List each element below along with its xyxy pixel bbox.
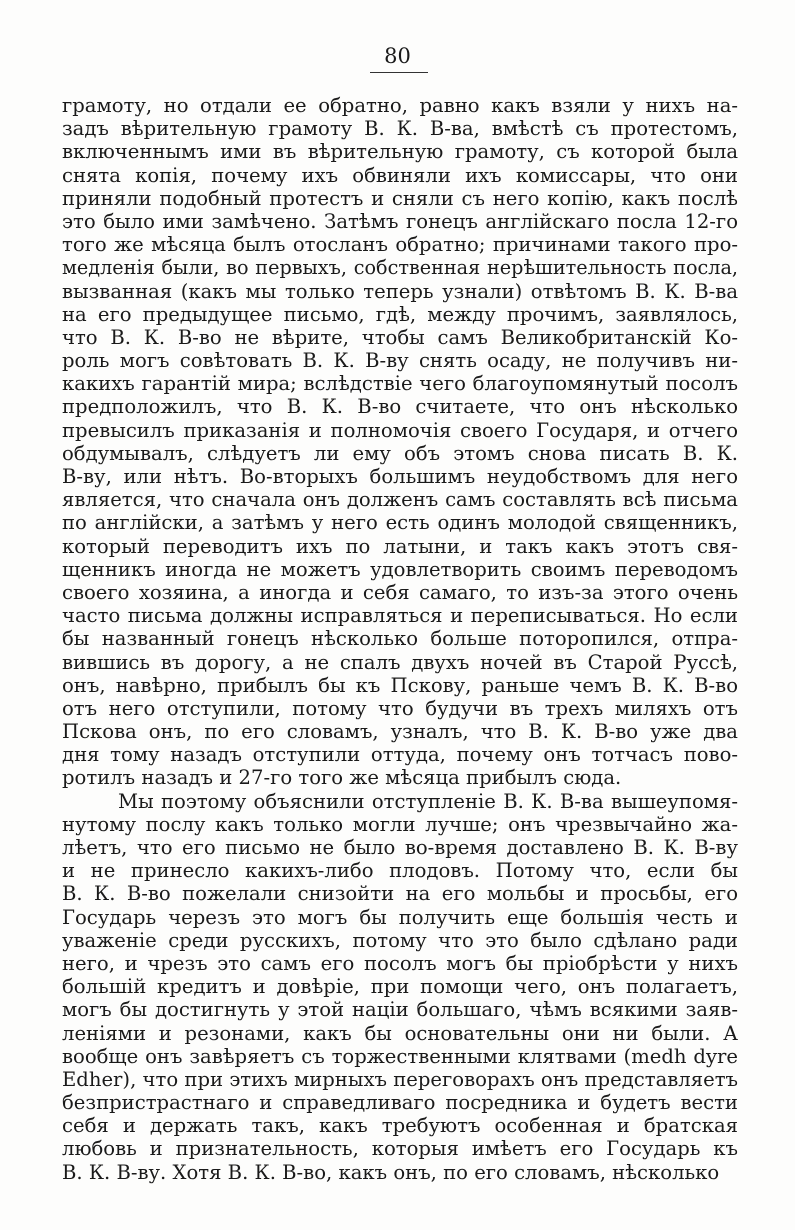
text-line: того же мѣсяца былъ отосланъ обратно; причинами такого про- [62,233,738,257]
text-line: уваженіе среди русскихъ, потому что это было сдѣлано ради [62,928,738,952]
text-line: включеннымъ ими въ вѣрительную грамоту, съ которой была [62,140,738,164]
text-line: большій кредитъ и довѣріе, при помощи чего, онъ полагаетъ, [62,975,738,999]
text-line: Edher), что при этихъ мирныхъ переговорахъ онъ представляетъ [62,1067,738,1091]
text-line: ротилъ назадъ и 27-го того же мѣсяца прибылъ сюда. [62,766,622,790]
text-line: Мы поэтому объяснили отступленіе В. К. В-ва вышеупомя- [118,789,738,813]
text-line: безпристрастнаго и справедливаго посредника и будетъ вести [62,1091,738,1115]
text-line: вызванная (какъ мы только теперь узнали) отвѣтомъ В. К. В-ва [62,279,738,303]
text-line: любовь и признательность, которыя имѣетъ его Государь къ [62,1137,738,1161]
text-line: себя и держать такъ, какъ требуютъ особенная и братская [62,1114,738,1138]
text-line: дня тому назадъ отступили оттуда, почему онъ тотчасъ пово- [62,743,738,767]
text-line: В-ву, или нѣтъ. Во-вторыхъ большимъ неудобствомъ для него [62,465,738,488]
body-text [62,94,738,1184]
text-line: него, и чрезъ это самъ его посолъ могъ бы пріобрѣсти у нихъ [62,951,738,975]
text-line: В. К. В-во пожелали снизойти на его мольбы и просьбы, его [62,882,738,906]
text-line: нутому послу какъ только могли лучше; онъ чрезвычайно жа- [62,812,738,836]
text-line: щенникъ иногда не можетъ удовлетворить своимъ переводомъ [62,557,738,581]
text-line: задъ вѣрительную грамоту В. К. В-ва, вмѣстѣ съ протестомъ, [62,117,738,141]
text-line: обдумывалъ, слѣдуетъ ли ему объ этомъ снова писать В. К. [62,441,738,465]
text-line: по англійски, а затѣмъ у него есть одинъ молодой священникъ, [62,511,738,535]
text-line: лѣетъ, что его письмо не было во-время доставлено В. К. В-ву [62,836,738,859]
text-line: это было ими замѣчено. Затѣмъ гонецъ англійскаго посла 12-го [62,209,738,233]
text-line: на его предыдущее письмо, гдѣ, между прочимъ, заявлялось, [62,302,738,326]
page-number: 80 [384,44,411,68]
text-line: который переводитъ ихъ по латыни, и такъ какъ этотъ свя- [62,534,738,558]
text-line: онъ, навѣрно, прибылъ бы къ Пскову, раньше чемъ В. К. В-во [62,673,738,697]
text-line: какихъ гарантій мира; вслѣдствіе чего благоупомянутый посолъ [62,372,738,396]
text-line: медленія были, во первыхъ, собственная нерѣшительность посла, [62,256,738,280]
text-line: и не принесло какихъ-либо плодовъ. Потому что, если бы [62,859,738,883]
text-line: вившись въ дорогу, а не спалъ двухъ ночей въ Старой Руссѣ, [62,650,738,674]
text-line: что В. К. В-во не вѣрите, чтобы самъ Великобританскій Ко- [62,325,738,349]
text-line: леніями и резонами, какъ бы основательны они ни были. А [62,1021,738,1045]
text-line: своего хозяина, а иногда и себя самаго, то изъ-за этого очень [62,580,738,604]
text-line: отъ него отступили, потому что будучи въ трехъ миляхъ отъ [62,696,738,720]
text-line: вообще онъ завѣряетъ съ торжественными клятвами (medh dyre [62,1044,738,1068]
page-number-rule [370,72,428,73]
text-line: предположилъ, что В. К. В-во считаете, что онъ нѣсколько [62,395,738,419]
text-line: приняли подобный протестъ и сняли съ него копію, какъ послѣ [62,186,738,210]
text-line: грамоту, но отдали ее обратно, равно какъ взяли у нихъ на- [62,94,738,117]
text-line: Пскова онъ, по его словамъ, узналъ, что В. К. В-во уже два [62,720,738,744]
text-line: часто письма должны исправляться и переписываться. Но если [62,604,738,628]
text-line: роль могъ совѣтовать В. К. В-ву снять осаду, не получивъ ни- [62,349,738,373]
text-line: Государь черезъ это могъ бы получить еще большія честь и [62,905,738,929]
text-line: является, что сначала онъ долженъ самъ составлять всѣ письма [62,488,738,512]
text-line: могъ бы достигнуть у этой націи большаго, чѣмъ всякими заяв- [62,998,738,1022]
text-line: В. К. В-ву. Хотя В. К. В-во, какъ онъ, по его словамъ, нѣсколько [62,1160,720,1184]
text-line: превысилъ приказанія и полномочія своего Государя, и отчего [62,418,738,442]
text-line: снята копія, почему ихъ обвиняли ихъ комиссары, что они [62,163,738,187]
text-line: бы названный гонецъ нѣсколько больше поторопился, отпра- [62,627,738,651]
